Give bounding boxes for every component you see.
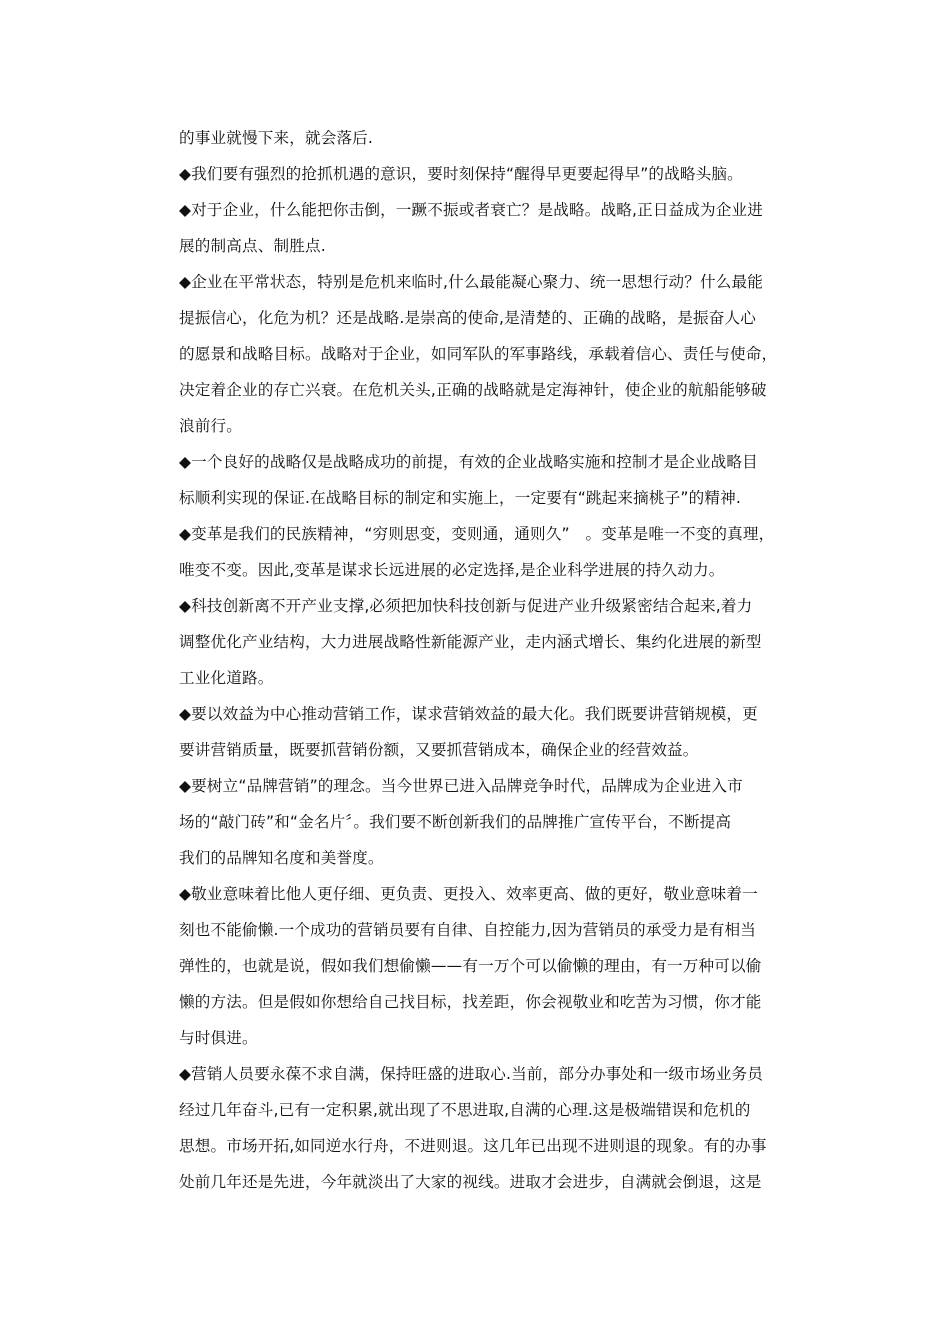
text-line: ◆营销人员要永葆不求自满，保持旺盛的进取心.当前，部分办事处和一级市场业务员: [179, 1065, 764, 1083]
text-line: 场的“敲门砖”和“金名片〞。我们要不断创新我们的品牌推广宣传平台，不断提高: [179, 813, 732, 831]
text-line: 决定着企业的存亡兴衰。在危机关头,正确的战略就是定海神针，使企业的航船能够破: [179, 381, 767, 399]
text-line: 工业化道路。: [179, 669, 274, 687]
text-line: 弹性的，也就是说，假如我们想偷懒——有一万个可以偷懒的理由，有一万种可以偷: [179, 957, 762, 975]
text-line: 刻也不能偷懒.一个成功的营销员要有自律、自控能力,因为营销员的承受力是有相当: [179, 921, 756, 939]
text-line: 思想。市场开拓,如同逆水行舟，不进则退。这几年已出现不进则退的现象。有的办事: [179, 1137, 767, 1155]
text-line: ◆要以效益为中心推动营销工作，谋求营销效益的最大化。我们既要讲营销规模，更: [179, 705, 758, 723]
text-line: 浪前行。: [179, 417, 242, 435]
text-line: 要讲营销质量，既要抓营销份额，又要抓营销成本，确保企业的经营效益。: [179, 741, 699, 759]
text-line: ◆企业在平常状态，特别是危机来临时,什么最能凝心聚力、统一思想行动？什么最能: [179, 273, 764, 291]
text-line: ◆一个良好的战略仅是战略成功的前提，有效的企业战略实施和控制才是企业战略目: [179, 453, 758, 471]
text-line: 调整优化产业结构，大力进展战略性新能源产业，走内涵式增长、集约化进展的新型: [179, 633, 762, 651]
text-line: ◆对于企业，什么能把你击倒，一蹶不振或者衰亡？是战略。战略,正日益成为企业进: [179, 201, 764, 219]
text-line: ◆变革是我们的民族精神，“穷则思变，变则通，通则久” 。变革是唯一不变的真理，: [179, 525, 775, 543]
text-line: 我们的品牌知名度和美誉度。: [179, 849, 384, 867]
text-line: 的愿景和战略目标。战略对于企业，如同军队的军事路线，承载着信心、责任与使命，: [179, 345, 778, 363]
text-line: 标顺利实现的保证.在战略目标的制定和实施上，一定要有“跳起来摘桃子”的精神.: [179, 489, 741, 507]
text-line: 处前几年还是先进，今年就淡出了大家的视线。进取才会进步，自满就会倒退，这是: [179, 1173, 762, 1191]
text-line: 展的制高点、制胜点.: [179, 237, 326, 255]
text-line: 的事业就慢下来，就会落后.: [179, 129, 374, 147]
text-line: 提振信心，化危为机？还是战略.是崇高的使命,是清楚的、正确的战略，是振奋人心: [179, 309, 756, 327]
text-line: 经过几年奋斗,已有一定积累,就出现了不思进取,自满的心理.这是极端错误和危机的: [179, 1101, 751, 1119]
text-line: 懒的方法。但是假如你想给自己找目标，找差距，你会视敬业和吃苦为习惯，你才能: [179, 993, 762, 1011]
text-line: ◆我们要有强烈的抢抓机遇的意识，要时刻保持“醒得早更要起得早”的战略头脑。: [179, 165, 743, 183]
text-line: ◆敬业意味着比他人更仔细、更负责、更投入、效率更高、做的更好，敬业意味着一: [179, 885, 758, 903]
text-line: 唯变不变。因此,变革是谋求长远进展的必定选择,是企业科学进展的持久动力。: [179, 561, 725, 579]
text-line: ◆科技创新离不开产业支撑,必须把加快科技创新与促进产业升级紧密结合起来,着力: [179, 597, 753, 615]
text-line: ◆要树立“品牌营销”的理念。当今世界已进入品牌竞争时代，品牌成为企业进入市: [179, 777, 743, 795]
text-line: 与时俱进。: [179, 1029, 258, 1047]
